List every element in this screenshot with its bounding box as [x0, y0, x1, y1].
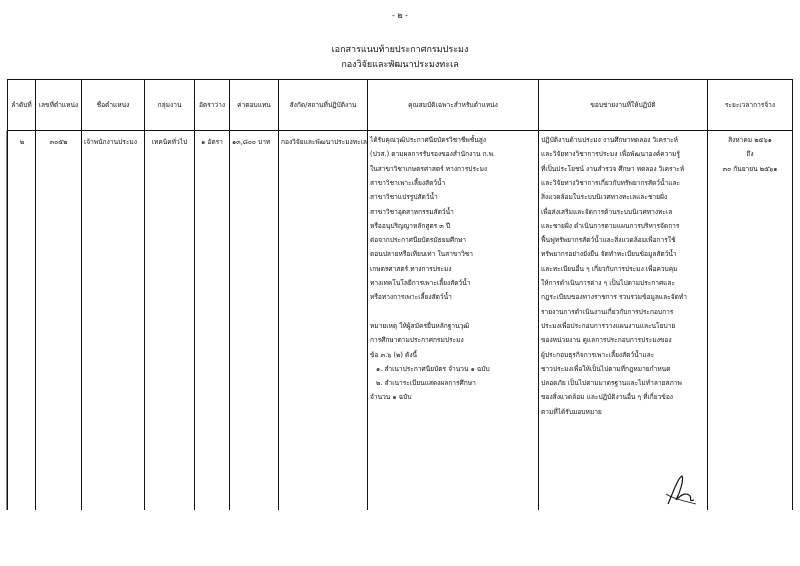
header-no: ลำดับที่ [11, 101, 32, 109]
cell-salary: ๑๓,๘๐๐ บาท [232, 138, 271, 146]
qualification-line: การศึกษาตามประกาศกรมประมง [370, 336, 464, 345]
period-start: สิงหาคม ๒๕๖๑ [728, 136, 772, 144]
document-title: เอกสารแนบท้ายประกาศกรมประมง [331, 45, 469, 55]
scope-line: ประมงเพื่อประกอบการวางแผนงานและนโยบาย [541, 321, 676, 330]
qualification-line: ๑. สำเนาประกาศนียบัตร จำนวน ๑ ฉบับ [376, 364, 490, 373]
scope-line: กฎระเบียบของทางราชการ รวบรวมข้อมูลและจัดทำ [541, 293, 687, 302]
document-subtitle: กองวิจัยและพัฒนาประมงทะเล [341, 60, 459, 70]
qualification-line: ในสาขาวิชาเกษตรศาสตร์ ทางการประมง [370, 164, 488, 173]
header-period: ระยะเวลาการจ้าง [724, 101, 776, 109]
scope-line: ทรัพยากรอย่างยั่งยืน จัดทำทะเบียนข้อมูลสัตว์น้ำ [541, 250, 677, 259]
qualification-line: หรืออนุปริญญาหลักสูตร ๓ ปี [370, 221, 451, 230]
qualification-line: จำนวน ๑ ฉบับ [370, 393, 412, 402]
scope-line: ที่เป็นประโยชน์ งานสำรวจ ศึกษา ทดลอง วิเคราะห์ [541, 164, 685, 173]
header-salary: ค่าตอบแทน [237, 101, 271, 109]
qualification-line: ได้รับคุณวุฒิประกาศนียบัตรวิชาชีพชั้นสูง [370, 136, 486, 144]
cell-position-name: เจ้าพนักงานประมง [84, 138, 137, 146]
scope-line: และวิจัยทางวิชาการเกี่ยวกับทรัพยากรสัตว์น้ำและ [541, 178, 681, 187]
scope-line: และวิจัยทางวิชาการประมง เพื่อพัฒนาองค์ความรู้ [541, 150, 680, 159]
scope-line: ปลอดภัย เป็นไปตามมาตรฐานและไม่ทำลายสภาพ [541, 379, 682, 388]
scope-line: ให้การดำเนินการต่าง ๆ เป็นไปตามประกาศและ [541, 279, 675, 287]
header-group: กลุ่มงาน [157, 101, 182, 109]
scope-line: ชาวประมงเพื่อให้เป็นไปตามที่กฎหมายกำหนด [541, 364, 671, 373]
cell-vacancy: ๑ อัตรา [201, 138, 223, 146]
scope-line: ของสิ่งแวดล้อม และปฏิบัติงานอื่น ๆ ที่เกี่ยวข้อง [541, 393, 673, 402]
page-number: - ๒ - [391, 11, 409, 20]
qualification-line: ตอนปลายหรือเทียบเท่า ในสาขาวิชา [370, 250, 473, 259]
cell-position-id: ๓๐๕๒ [49, 138, 68, 146]
period-end: ๓๐ กันยายน ๒๕๖๑ [722, 164, 778, 173]
scope-line: ของหน่วยงาน ดูแลการประกอบการประมงของ [541, 336, 672, 345]
qualification-line: (ปวส.) ตามผลการรับรองของสำนักงาน ก.พ. [370, 150, 496, 159]
qualification-line: ต่อจากประกาศนียบัตรมัธยมศึกษา [370, 236, 467, 245]
qualification-line: สาขาวิชาแปรรูปสัตว์น้ำ [370, 193, 438, 202]
scope-line: และทะเบียนอื่น ๆ เกี่ยวกับการประมง เพื่อควบคุม [541, 264, 678, 273]
scope-line: ฟื้นฟูทรัพยากรสัตว์น้ำและสิ่งแวดล้อมเพื่อการใช้ [541, 236, 676, 245]
scope-line: ตามที่ได้รับมอบหมาย [541, 407, 602, 416]
header-unit: สังกัด/สถานที่ปฏิบัติงาน [289, 101, 357, 109]
qualification-line: หรือทางการเพาะเลี้ยงสัตว์น้ำ [370, 293, 452, 302]
qualification-line: ทางเทคโนโลยีการเพาะเลี้ยงสัตว์น้ำ [370, 279, 471, 287]
cell-unit: กองวิจัยและพัฒนาประมงทะเล [281, 138, 367, 146]
qualification-line: เกษตรศาสตร์ ทางการประมง [370, 264, 452, 273]
scope-line: ปฏิบัติงานด้านประมง งานศึกษาทดลอง วิเคราะห์ [541, 136, 679, 144]
header-qualifications: คุณสมบัติเฉพาะสำหรับตำแหน่ง [408, 101, 498, 109]
period-to: ถึง [746, 150, 754, 159]
scope-line: เพื่อส่งเสริมและจัดการด้านระบบนิเวศทางทะเล [541, 207, 673, 216]
qualification-note: หมายเหตุ ให้ผู้สมัครยื่นหลักฐานวุฒิ [370, 321, 470, 330]
header-scope: ขอบข่ายงานที่ให้ปฏิบัติ [590, 101, 656, 109]
scope-line: รายงานการดำเนินงานเกี่ยวกับการประกอบการ [541, 307, 674, 316]
qualification-line: ข้อ ๓.๖ (๒) ดังนี้ [370, 350, 418, 359]
scope-line: สิ่งแวดล้อมในระบบนิเวศทางทะเลและชายฝั่ง [541, 193, 668, 202]
scope-line: และชายฝั่ง ดำเนินการตามแผนการบริหารจัดการ [541, 221, 680, 230]
header-position-name: ชื่อตำแหน่ง [96, 101, 130, 109]
qualification-line: สาขาวิชาอุตสาหกรรมสัตว์น้ำ [370, 207, 454, 216]
qualification-line: ๒. สำเนาระเบียนแสดงผลการศึกษา [376, 379, 476, 388]
cell-no: ๒ [19, 138, 25, 146]
header-position-id: เลขที่ตำแหน่ง [38, 101, 79, 109]
signature-mark [660, 470, 700, 510]
cell-group: เทคนิคทั่วไป [151, 138, 188, 146]
qualification-line: สาขาวิชาเพาะเลี้ยงสัตว์น้ำ [370, 178, 446, 187]
header-vacancy: อัตราว่าง [198, 101, 226, 109]
scope-line: ผู้ประกอบธุรกิจการเพาะเลี้ยงสัตว์น้ำและ [541, 350, 655, 359]
